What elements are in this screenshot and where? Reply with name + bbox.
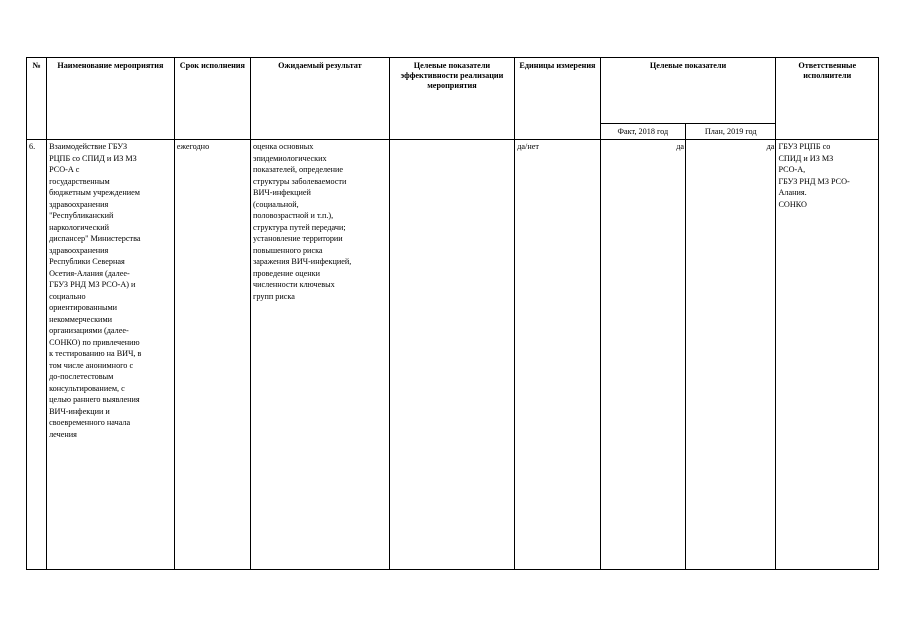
name-line: РЦПБ со СПИД и ИЗ МЗ	[49, 153, 137, 163]
name-line: Республики Северная	[49, 257, 125, 266]
header-targets: Целевые показатели	[600, 58, 776, 124]
name-line: консультированием, с	[49, 383, 125, 393]
header-units: Единицы измерения	[515, 58, 600, 140]
responsible-line: РСО-А,	[778, 165, 806, 174]
result-line: установление территории	[253, 234, 343, 243]
result-line: эпидемиологических	[253, 153, 327, 163]
header-responsible: Ответственные исполнители	[776, 58, 879, 140]
name-line: своевременного начала	[49, 418, 131, 427]
name-line: наркологический	[49, 222, 110, 232]
result-line: оценка основных	[253, 142, 314, 151]
row-unit: да/нет	[515, 140, 600, 570]
name-line: диспансер" Министерства	[49, 234, 141, 243]
header-term: Срок исполнения	[174, 58, 250, 140]
name-line: здравоохранения	[49, 245, 109, 255]
header-result: Ожидаемый результат	[251, 58, 390, 140]
result-line: ВИЧ-инфекцией	[253, 188, 311, 197]
name-line: ГБУЗ РНД МЗ РСО-А) и	[49, 280, 136, 289]
responsible-line: СПИД и ИЗ МЗ	[778, 153, 834, 163]
row-fact: да	[600, 140, 685, 570]
responsible-line: ГБУЗ РЦПБ со	[778, 142, 831, 151]
header-fact: Факт, 2018 год	[600, 124, 685, 140]
name-line: СОНКО) по привлечению	[49, 337, 140, 347]
name-line: Осетия-Алания (далее-	[49, 268, 130, 278]
result-line: численности ключевых	[253, 280, 335, 289]
name-line: организациями (далее-	[49, 326, 129, 335]
name-line: до-послетестовым	[49, 372, 114, 381]
name-line: целью раннего выявления	[49, 395, 140, 404]
header-name: Наименование мероприятия	[47, 58, 175, 140]
result-line: групп риска	[253, 291, 295, 301]
name-line: социально	[49, 291, 86, 301]
responsible-line: Алания.	[778, 188, 807, 197]
header-indicators: Целевые показатели эффективности реализации мероприятия	[389, 58, 515, 140]
row-plan: да	[686, 140, 776, 570]
result-line: проведение оценки	[253, 268, 321, 278]
row-result	[251, 140, 390, 570]
measures-table	[26, 57, 879, 570]
name-line: "Республиканский	[49, 211, 114, 220]
row-number: 6.	[27, 140, 47, 570]
name-line: здравоохранения	[49, 199, 109, 209]
header-num: №	[27, 58, 47, 140]
name-line: некоммерческими	[49, 314, 113, 324]
result-line: половозрастной и т.п.),	[253, 211, 334, 220]
result-line: заражения ВИЧ-инфекцией,	[253, 257, 352, 266]
responsible-line: ГБУЗ РНД МЗ РСО-	[778, 176, 850, 186]
result-line: повышенного риска	[253, 245, 323, 255]
result-line: показателей, определение	[253, 165, 344, 174]
name-line: к тестированию на ВИЧ, в	[49, 349, 142, 358]
responsible-line: СОНКО	[778, 199, 807, 209]
header-row	[27, 58, 879, 124]
result-line: структура путей передачи;	[253, 222, 346, 232]
name-line: бюджетным учреждением	[49, 188, 140, 197]
row-name	[47, 140, 175, 570]
name-line: ВИЧ-инфекции и	[49, 406, 110, 416]
name-line: государственным	[49, 176, 110, 186]
name-line: РСО-А с	[49, 165, 80, 174]
name-line: Взаимодействие ГБУЗ	[49, 142, 128, 151]
result-line: (социальной,	[253, 199, 299, 209]
result-line: структуры заболеваемости	[253, 176, 347, 186]
name-line: ориентированными	[49, 303, 118, 312]
table-row	[27, 140, 879, 570]
name-line: лечения	[49, 429, 77, 439]
row-term: ежегодно	[174, 140, 250, 570]
row-indicator	[389, 140, 515, 570]
name-line: том числе анонимного с	[49, 360, 134, 370]
row-responsible	[776, 140, 879, 570]
header-plan: План, 2019 год	[686, 124, 776, 140]
